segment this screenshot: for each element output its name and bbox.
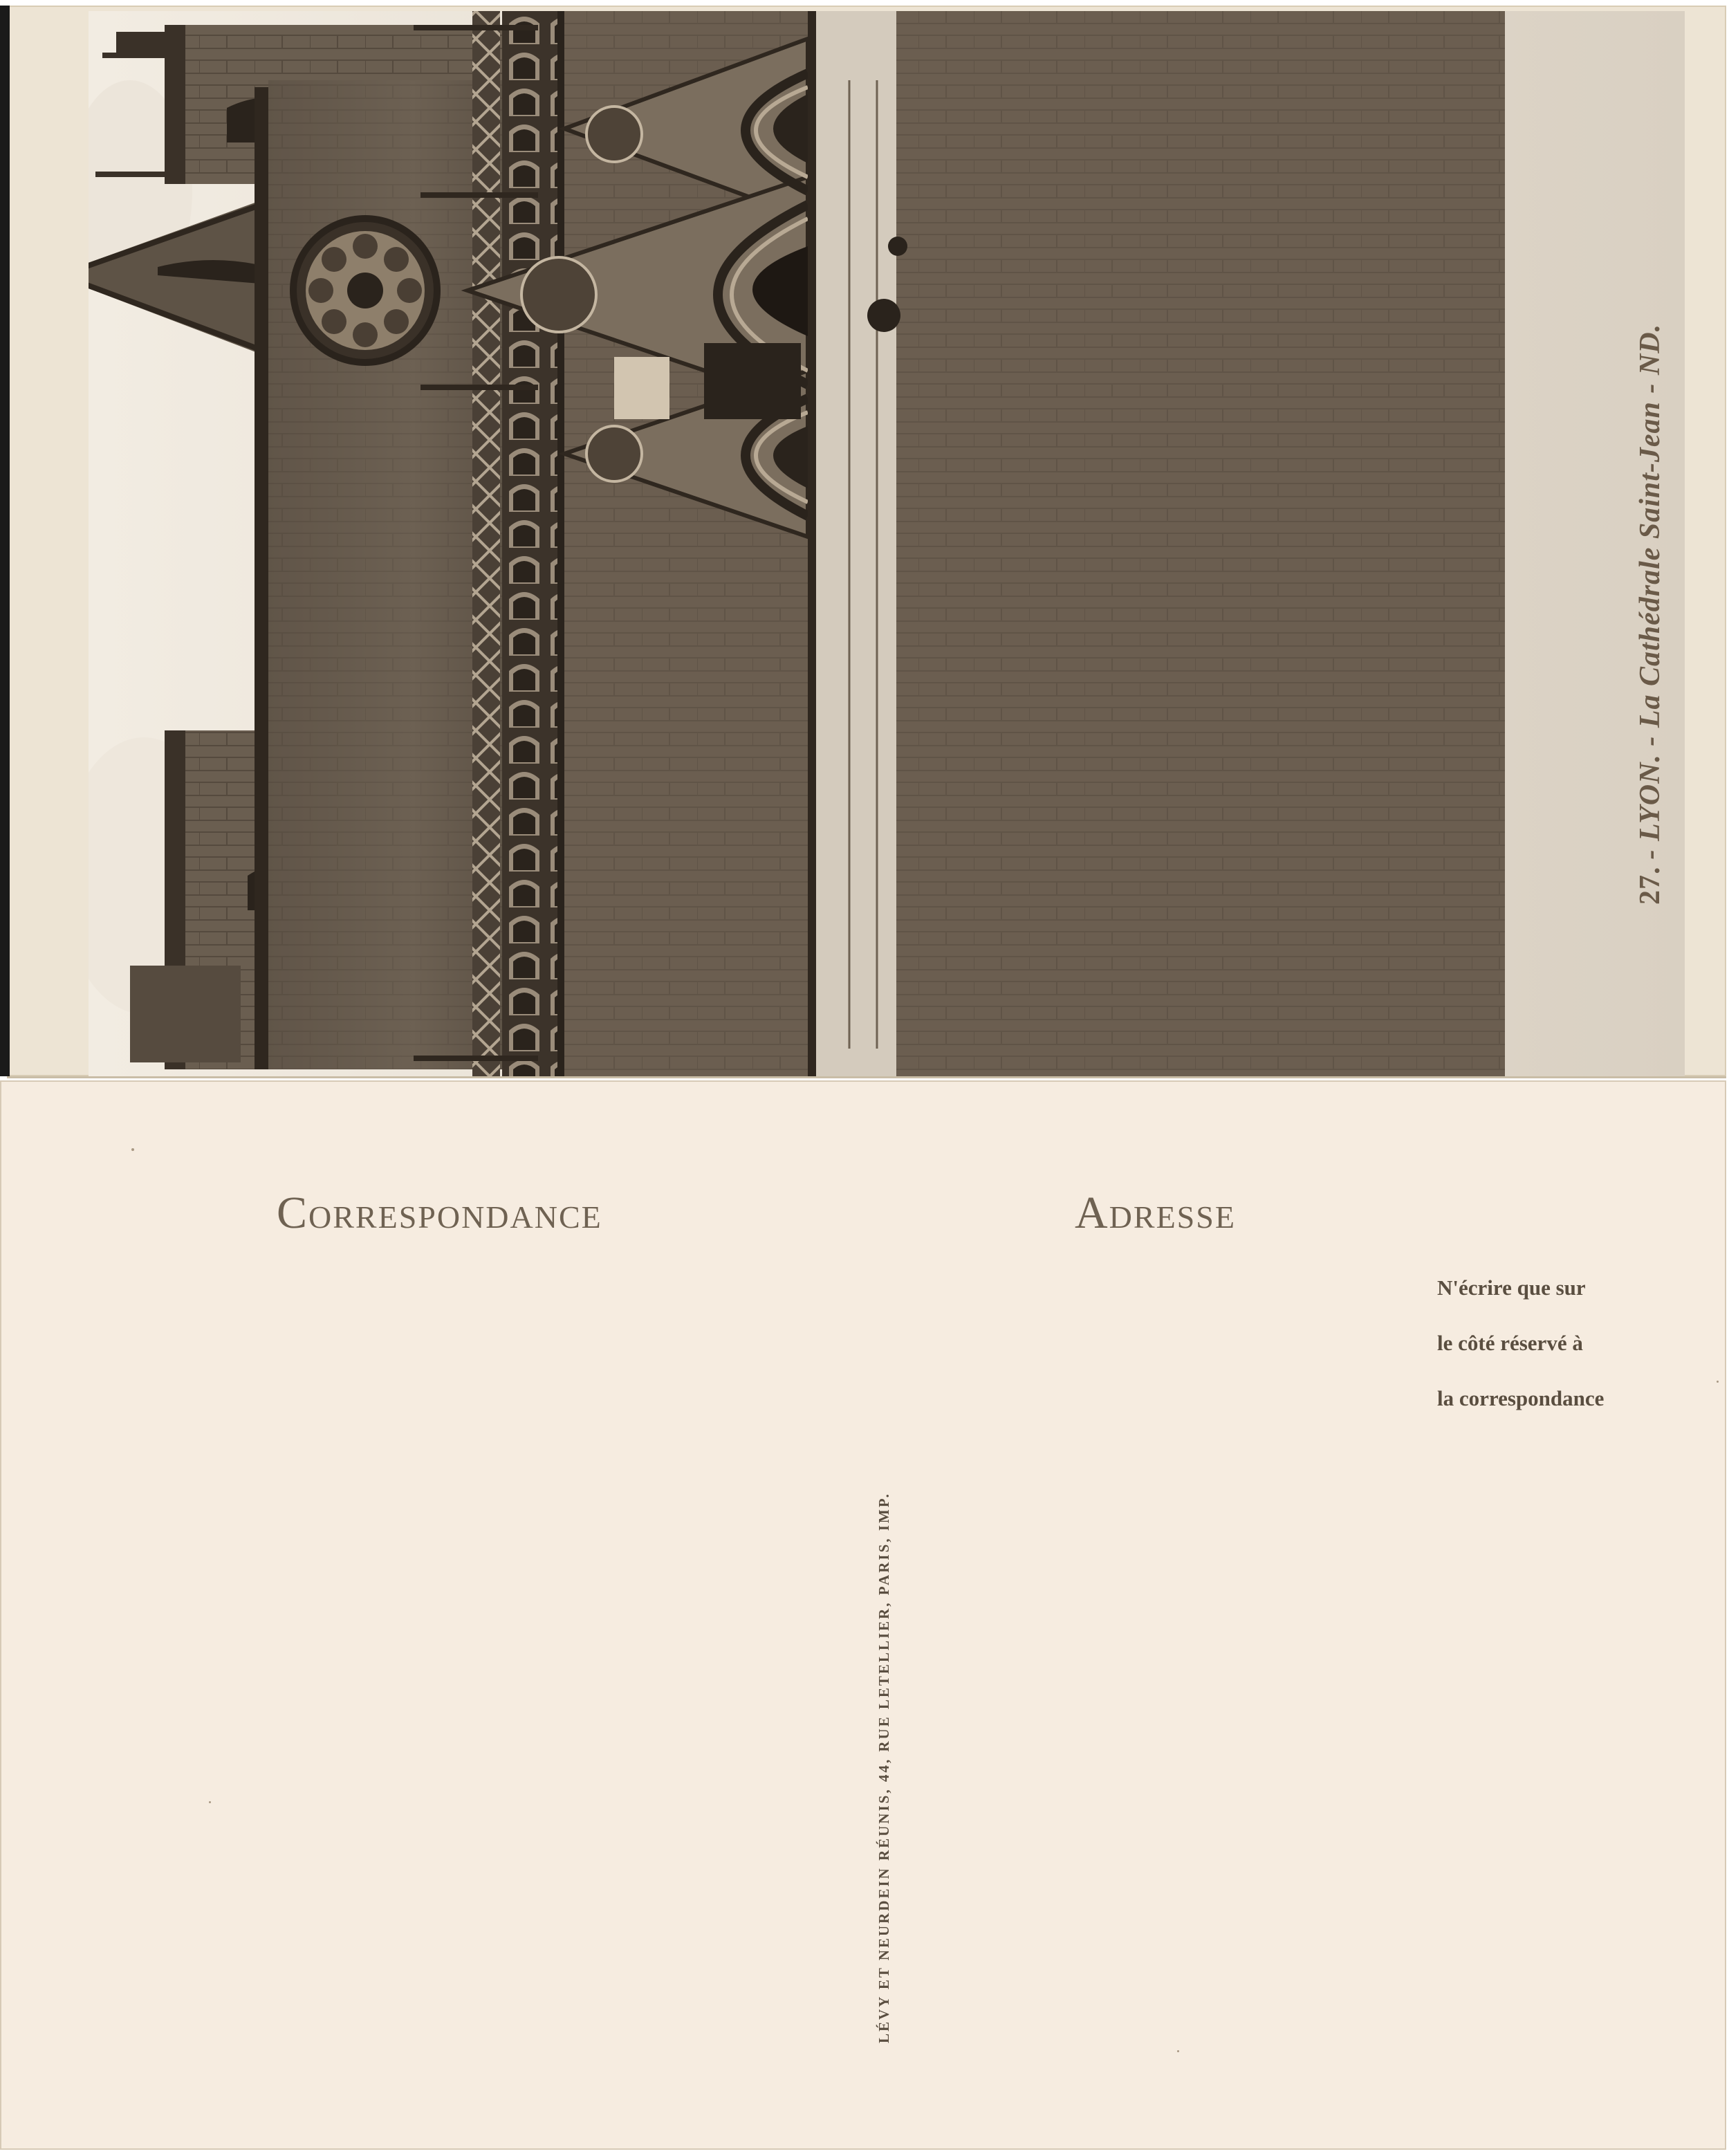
paper-speck — [1717, 1381, 1719, 1383]
cathedral-photograph — [89, 11, 1685, 1076]
photo-caption — [1634, 324, 1667, 905]
address-heading: Adresse — [1075, 1188, 1236, 1238]
scan-edge — [0, 6, 10, 1076]
caption-number: 27. — [1634, 866, 1666, 905]
notice-line-1: N'écrire que sur — [1437, 1275, 1586, 1300]
correspondence-heading: Correspondance — [277, 1188, 602, 1238]
postcard-front — [7, 6, 1726, 1078]
paper-speck — [131, 1148, 134, 1151]
paper-speck — [1177, 2050, 1179, 2052]
paper-speck — [209, 1801, 211, 1803]
writing-notice — [1437, 1260, 1686, 1426]
printer-imprint: LÉVY ET NEURDEIN RÉUNIS, 44, RUE LETELLIER, PARIS, IMP. — [876, 1492, 892, 2043]
postcard-back — [0, 1080, 1726, 2150]
caption-text: - LYON. - La Cathédrale Saint-Jean - ND. — [1634, 323, 1666, 860]
notice-line-3: la correspondance — [1437, 1386, 1605, 1410]
notice-line-2: le côté réservé à — [1437, 1331, 1583, 1355]
